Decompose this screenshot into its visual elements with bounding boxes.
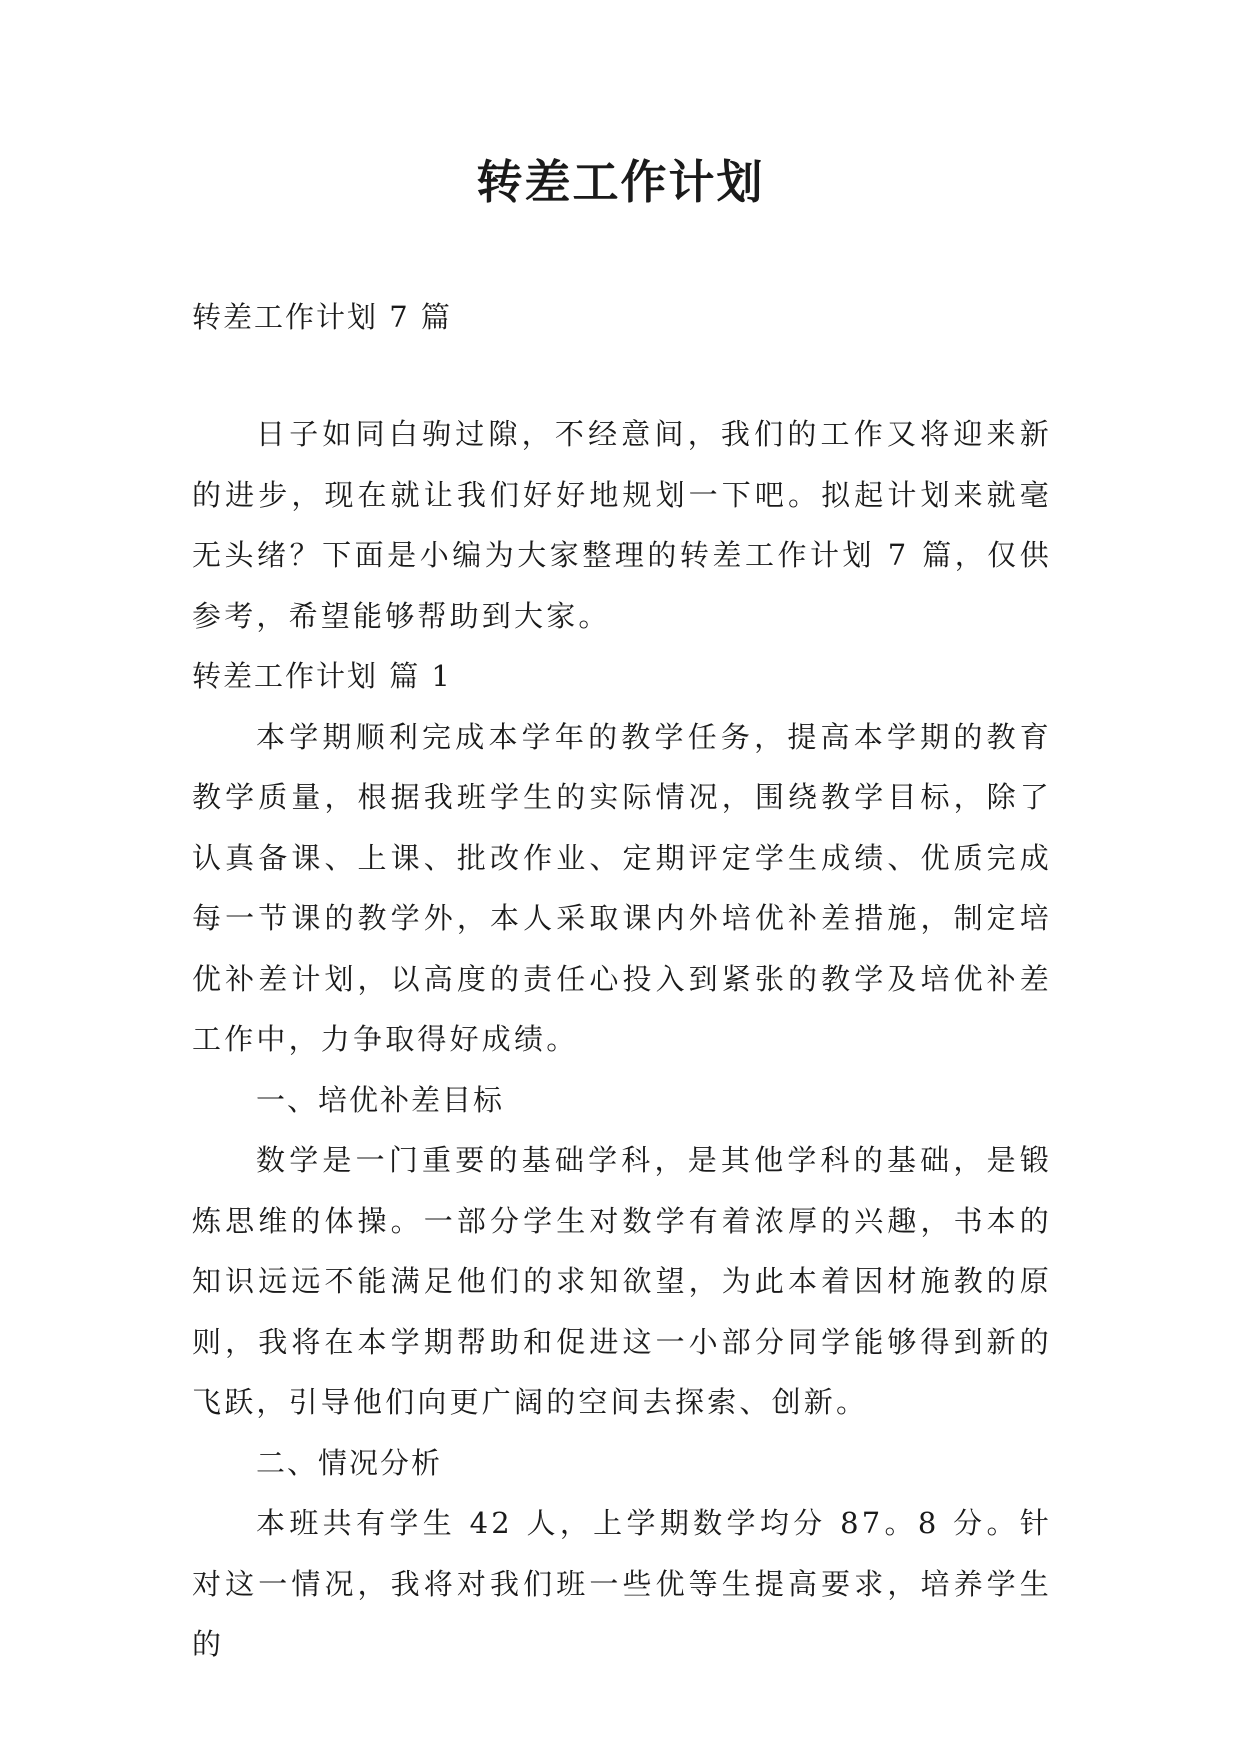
section-heading-goals: 一、培优补差目标 — [256, 1082, 505, 1117]
intro-paragraph: 日子如同白驹过隙，不经意间，我们的工作又将迎来新的进步，现在就让我们好好地规划一下吧。拟起计划来就毫无头绪？下面是小编为大家整理的转差工作计划 7 篇，仅供参考，希望能够帮助到大家。 — [192, 417, 1052, 633]
document-body — [192, 288, 1052, 1675]
article-paragraph: 本学期顺利完成本学年的教学任务，提高本学期的教育教学质量，根据我班学生的实际情况，围绕教学目标，除了认真备课、上课、批改作业、定期评定学生成绩、优质完成每一节课的教学外，本人采取课内外培优补差措施，制定培优补差计划，以高度的责任心投入到紧张的教学及培优补差工作中，力争取得好成绩。 — [192, 719, 1052, 1056]
section-paragraph-goals: 数学是一门重要的基础学科，是其他学科的基础，是锻炼思维的体操。一部分学生对数学有着浓厚的兴趣，书本的知识远远不能满足他们的求知欲望，为此本着因材施教的原则，我将在本学期帮助和促进这一小部分同学能够得到新的飞跃，引导他们向更广阔的空间去探索、创新。 — [192, 1143, 1052, 1419]
section-heading-analysis: 二、情况分析 — [256, 1445, 443, 1480]
article-heading: 转差工作计划 篇 1 — [192, 659, 452, 693]
section-paragraph-analysis: 本班共有学生 42 人，上学期数学均分 87。8 分。针对这一情况，我将对我们班一些优等生提高要求，培养学生的 — [192, 1506, 1052, 1661]
document-title: 转差工作计划 — [476, 155, 765, 209]
document-subtitle: 转差工作计划 7 篇 — [192, 300, 452, 334]
